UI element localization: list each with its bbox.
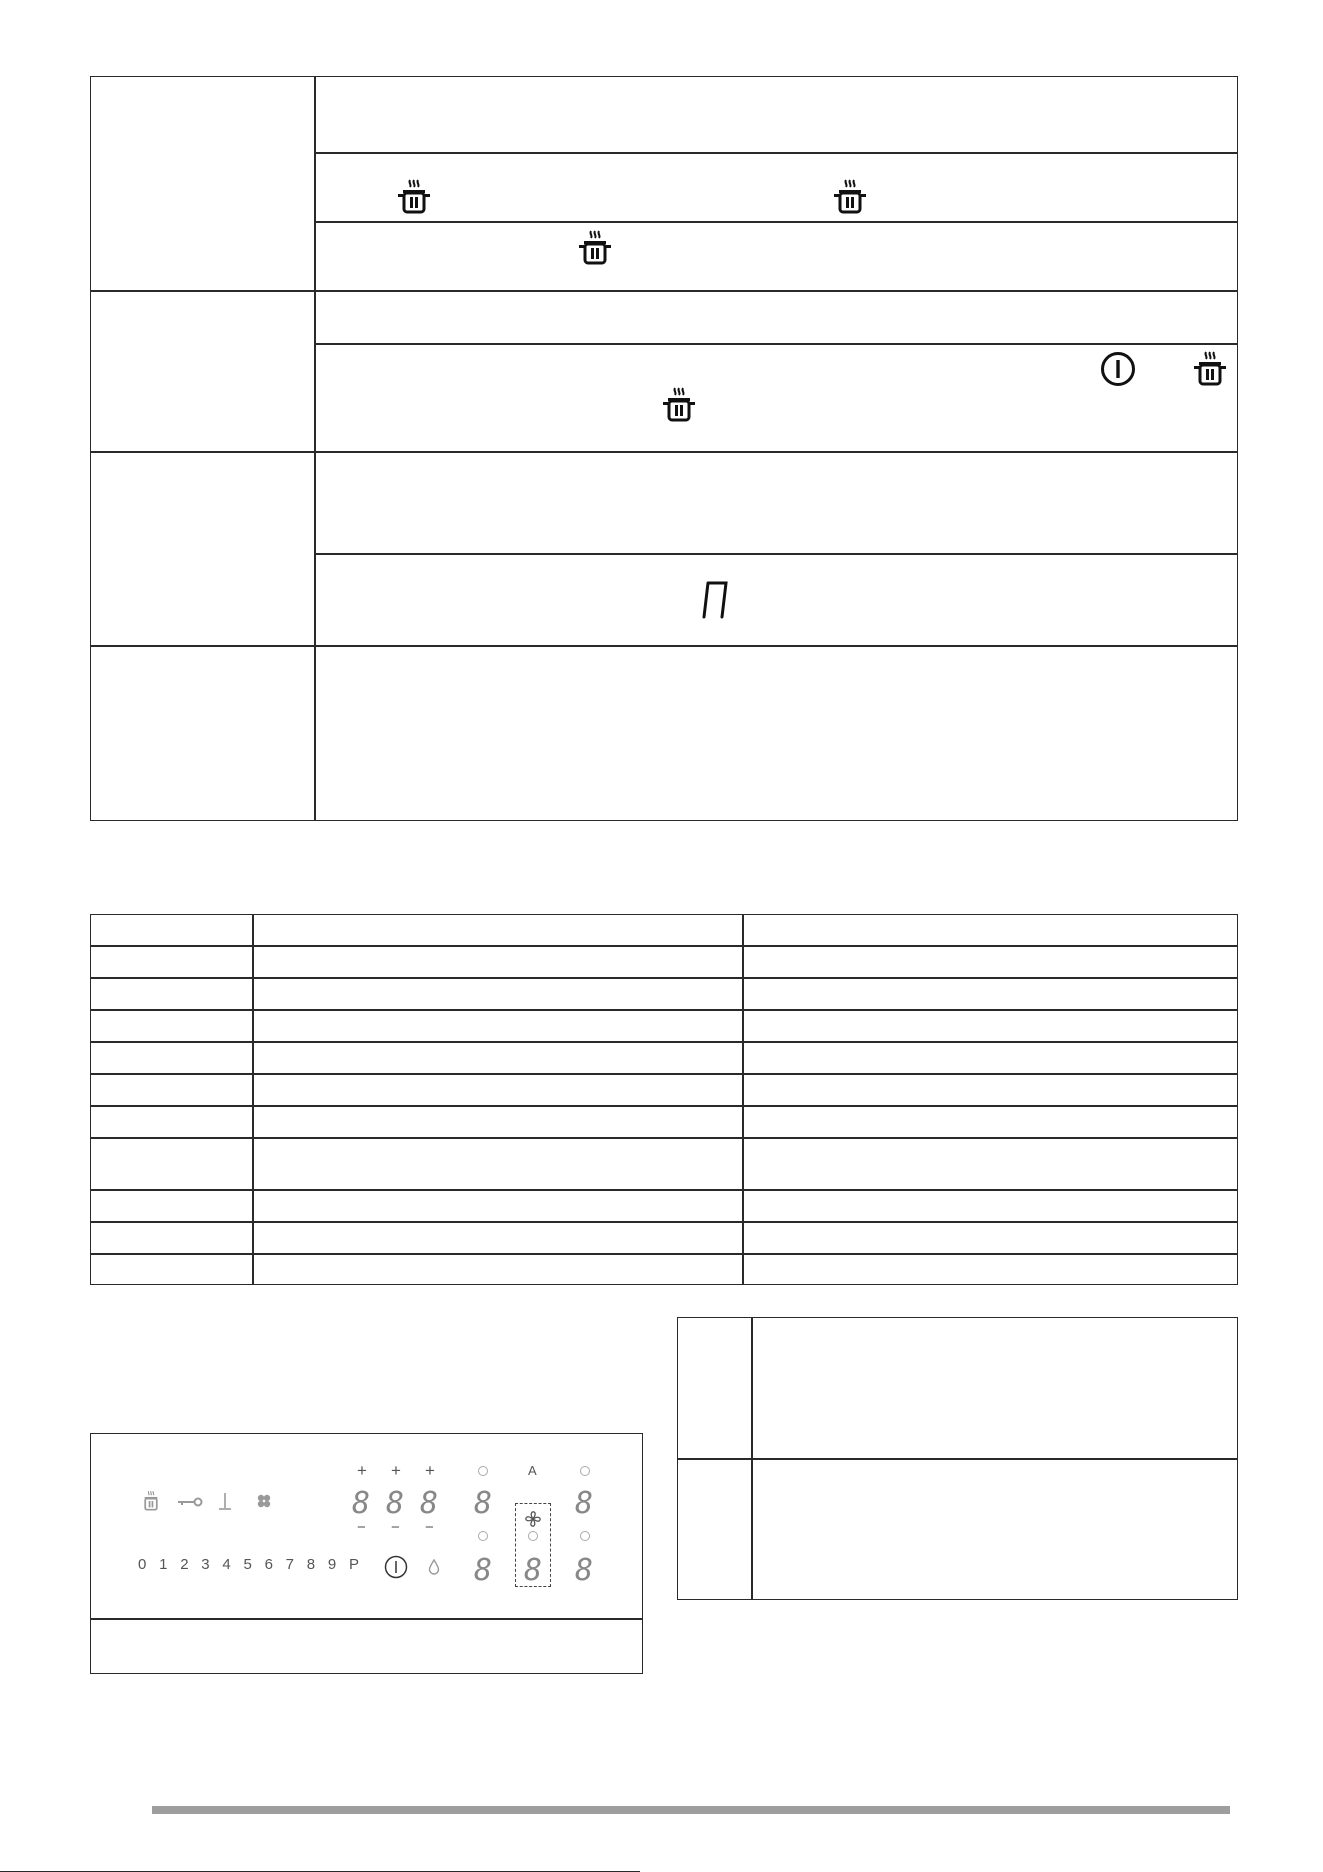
segment-display: 8 [420,1486,439,1521]
fan-icon[interactable] [523,1509,543,1529]
pot-steam-icon [395,178,433,216]
plus-button[interactable]: + [391,1461,402,1480]
top-table [90,76,1238,821]
footer-bar [152,1806,1230,1814]
middle-table-row-sep [90,1221,1238,1223]
bridge-icon [256,1493,272,1509]
power-level-scale [138,1556,360,1580]
key-lock-icon [177,1496,203,1508]
level-digit[interactable]: 9 [327,1556,338,1573]
minus-button[interactable]: − [425,1519,435,1536]
right-table-row-sep [677,1458,1238,1460]
segment-display: 8 [352,1486,371,1521]
timer-icon[interactable] [580,1466,590,1476]
heat-indicator-icon [218,1491,232,1511]
level-digit[interactable]: 2 [180,1556,190,1573]
control-panel-caption-sep [90,1618,643,1620]
top-table-row-sep [90,645,1238,647]
drop-icon[interactable] [428,1559,440,1575]
level-digit[interactable]: 4 [222,1556,232,1573]
top-table-subrow-sep [314,152,1238,154]
level-digit-p[interactable]: P [348,1556,360,1573]
top-table-row-sep [90,290,1238,292]
pot-steam-icon [660,386,698,424]
middle-table-row-sep [90,1189,1238,1191]
top-table-subrow-sep [314,343,1238,345]
pot-steam-icon [576,229,614,267]
level-digit[interactable]: 6 [264,1556,274,1573]
top-table-col-divider [314,76,316,821]
pot-steam-icon [1191,350,1229,388]
middle-table-row-sep [90,945,1238,947]
level-digit[interactable]: 0 [138,1556,148,1573]
level-digit[interactable]: 7 [285,1556,295,1573]
plus-button[interactable]: + [357,1461,368,1480]
level-digit[interactable]: 1 [159,1556,169,1573]
top-table-row-sep [90,451,1238,453]
segment-display: 8 [575,1553,594,1588]
minus-button[interactable]: − [391,1519,401,1536]
power-icon [1100,351,1136,387]
timer-icon[interactable] [580,1531,590,1541]
middle-table-col-divider [252,914,254,1285]
level-digit[interactable]: 8 [306,1556,317,1573]
middle-table-row-sep [90,977,1238,979]
segment-display: 8 [524,1553,543,1588]
power-icon[interactable] [384,1555,408,1579]
pot-steam-icon [140,1490,162,1512]
middle-table-row-sep [90,1137,1238,1139]
segment-display: 8 [575,1486,594,1521]
auto-label[interactable]: A [528,1463,538,1478]
middle-table [90,914,1238,1285]
segment-n-icon [700,580,730,620]
middle-table-row-sep [90,1009,1238,1011]
pot-steam-icon [831,178,869,216]
segment-display: 8 [386,1486,405,1521]
top-table-subrow-sep [314,221,1238,223]
middle-table-row-sep [90,1073,1238,1075]
middle-table-row-sep [90,1041,1238,1043]
segment-display: 8 [474,1553,493,1588]
middle-table-row-sep [90,1253,1238,1255]
timer-icon[interactable] [478,1466,488,1476]
timer-icon[interactable] [478,1531,488,1541]
segment-display: 8 [474,1486,493,1521]
middle-table-col-divider [742,914,744,1285]
top-table-subrow-sep [314,553,1238,555]
middle-table-row-sep [90,1105,1238,1107]
minus-button[interactable]: − [357,1519,367,1536]
plus-button[interactable]: + [425,1461,436,1480]
level-digit[interactable]: 3 [201,1556,211,1573]
level-digit[interactable]: 5 [243,1556,253,1573]
